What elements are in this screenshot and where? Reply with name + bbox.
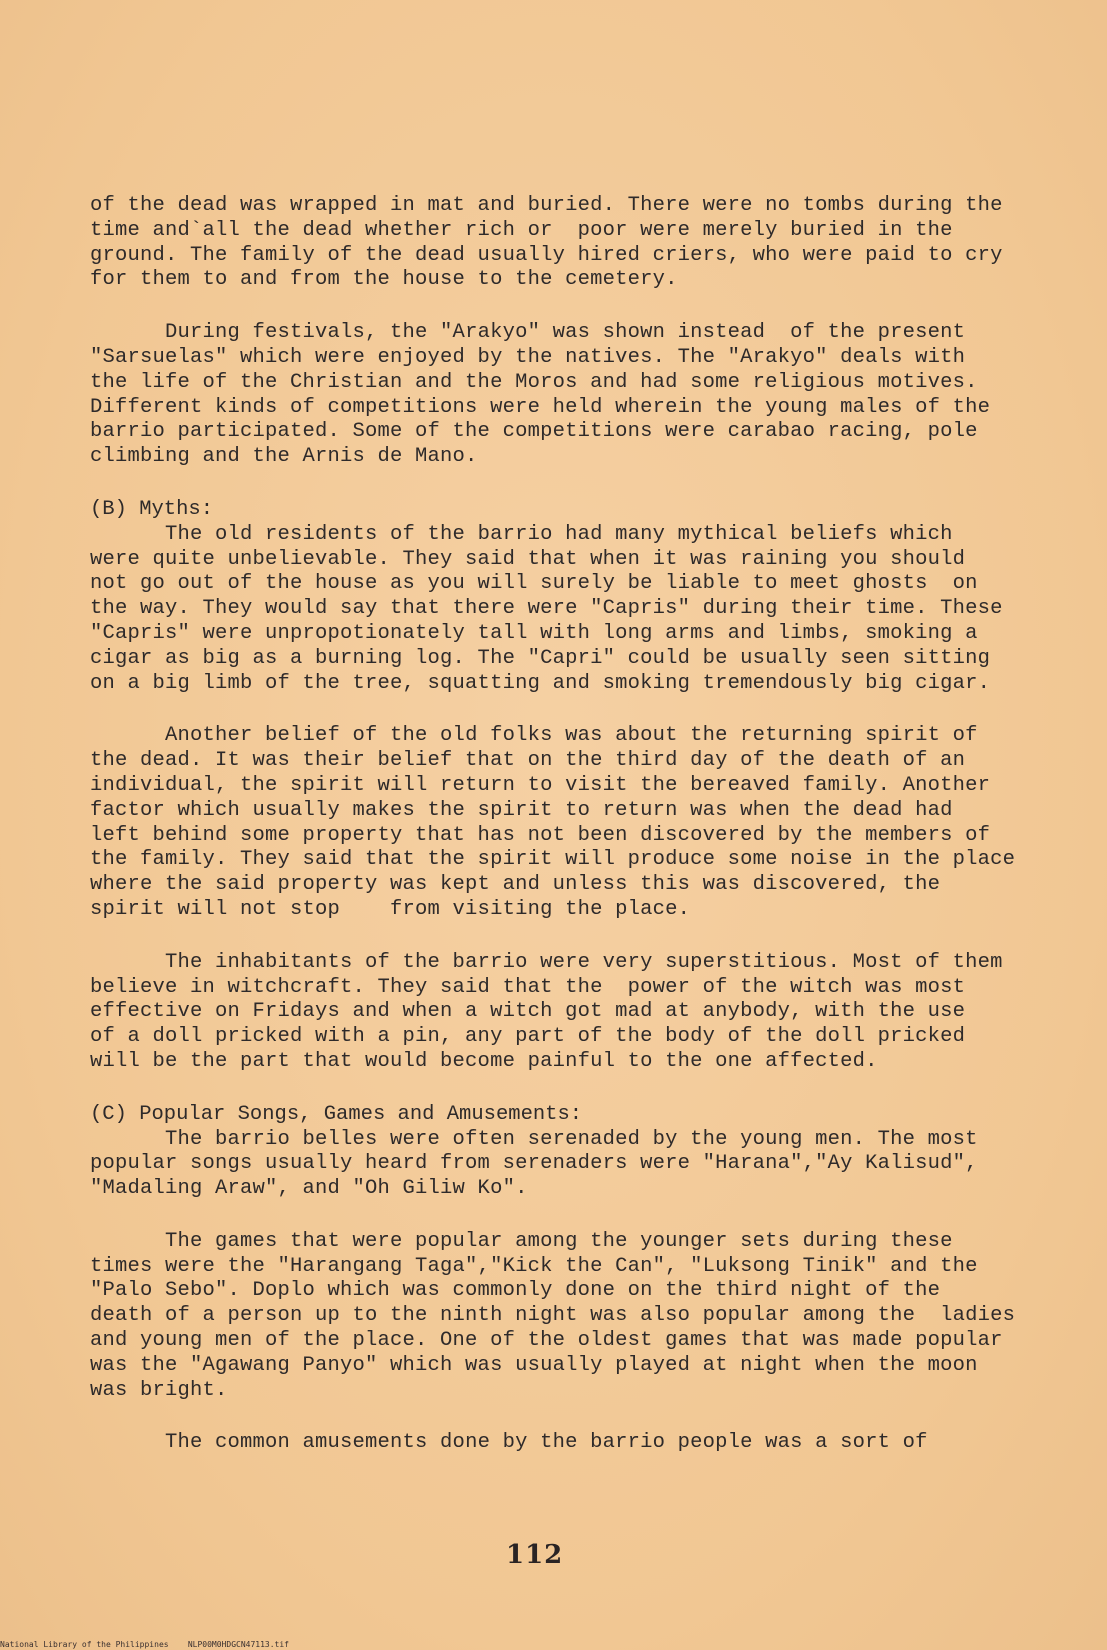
paragraph-myths-capris: The old residents of the barrio had many mythical beliefs which were quite unbelievable. They said that when it was raining you should not go out of the house as you will surely be liable to meet ghosts on the way. They would say that there were "Capris" during their time. These "Capris" were unpropotionately tall with long arms and limbs, smoking a cigar as big as a burning log. The "Capri" could be usually seen sitting on a big limb of the tree, squatting and smoking tremendously big cigar. (90, 522, 1003, 695)
paragraph-festivals: During festivals, the "Arakyo" was shown instead of the present "Sarsuelas" which were enjoyed by the natives. The "Arakyo" deals with the life of the Christian and the Moros and had some religious motives. Different kinds of competitions were held wherein the young males of the barrio participated. Some of the competitions were carabao racing, pole climbing and the Arnis de Mano. (90, 321, 991, 469)
page-number: 112 (506, 1540, 564, 1570)
document-body (90, 194, 1040, 1456)
section-heading-songs-games: (C) Popular Songs, Games and Amusements: (90, 1102, 583, 1126)
section-heading-myths: (B) Myths: (90, 497, 214, 521)
paragraph-burial: of the dead was wrapped in mat and buried. There were no tombs during the time and`all the dead whether rich or poor were merely buried in the ground. The family of the dead usually hired criers, who were paid to cry for them to and from the house to the cemetery. (90, 194, 1003, 292)
paragraph-games: The games that were popular among the younger sets during these times were the "Harangang Taga","Kick the Can", "Luksong Tinik" and the "Palo Sebo". Doplo which was commonly done on the third night of the death of a person up to the ninth night was also popular among the ladies and young men of the place. One of the oldest games that was made popular was the "Agawang Panyo" which was usually played at night when the moon was bright. (90, 1229, 1016, 1402)
paragraph-myths-witchcraft: The inhabitants of the barrio were very superstitious. Most of them believe in witchcraft. They said that the power of the witch was most effective on Fridays and when a witch got mad at anybody, with the use of a doll pricked with a pin, any part of the body of the doll pricked will be the part that would become painful to the one affected. (90, 950, 1003, 1073)
paragraph-myths-spirit: Another belief of the old folks was about the returning spirit of the dead. It was their belief that on the third day of the death of an individual, the spirit will return to visit the bereaved family. Another factor which usually makes the spirit to return was when the dead had left behind some property that has not been discovered by the members of the family. They said that the spirit will produce some noise in the place where the said property was kept and unless this was discovered, the spirit will not stop from visiting the place. (90, 724, 1016, 921)
archive-footer: National Library of the Philippines NLP00M0HDGCN47113.tif (0, 1640, 289, 1649)
paragraph-songs: The barrio belles were often serenaded by the young men. The most popular songs usually heard from serenaders were "Harana","Ay Kalisud", "Madaling Araw", and "Oh Giliw Ko". (90, 1127, 978, 1201)
paragraph-amusements: The common amusements done by the barrio people was a sort of (90, 1431, 928, 1455)
